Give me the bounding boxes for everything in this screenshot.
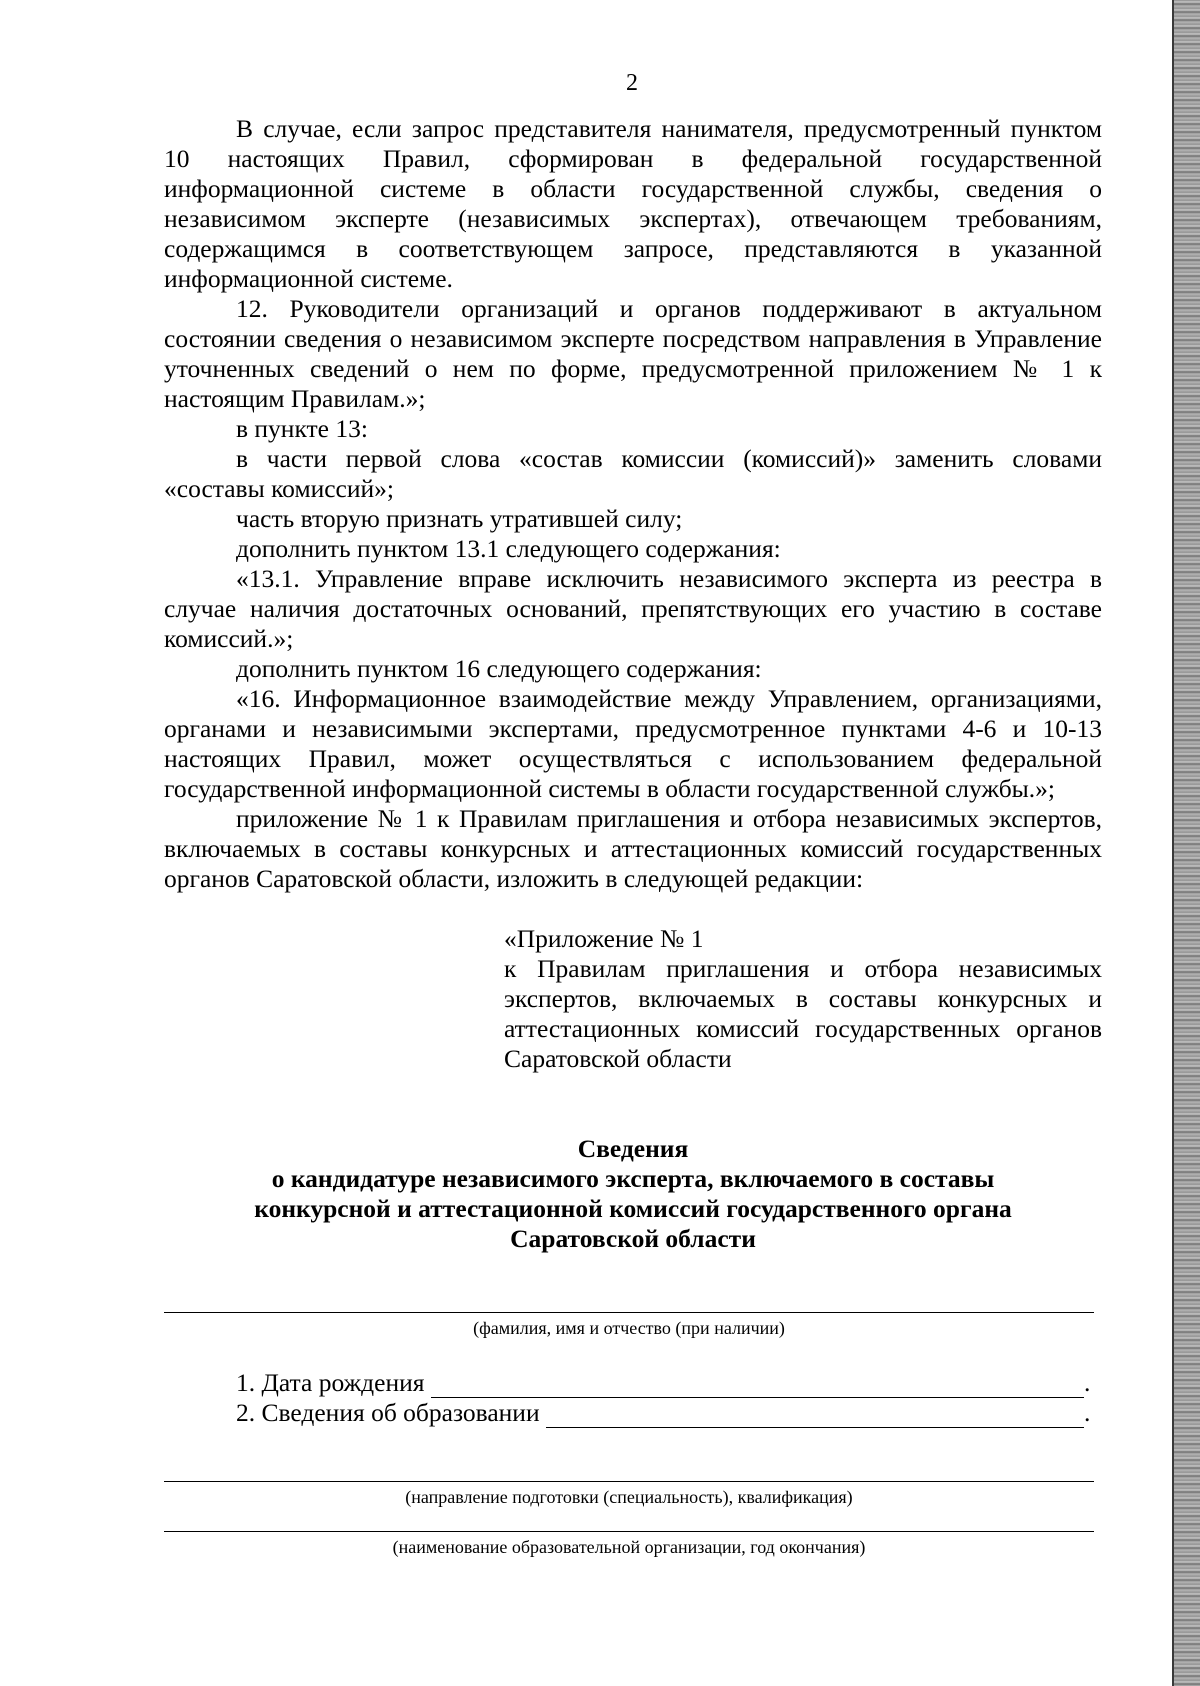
page-number: 2	[626, 70, 638, 96]
field-education-label: 2. Сведения об образовании	[236, 1398, 540, 1427]
field-education-end: .	[1084, 1398, 1091, 1427]
field-birth-date	[236, 1368, 1094, 1398]
name-rule	[164, 1312, 1094, 1313]
specialty-rule	[164, 1481, 1094, 1482]
paragraph-item-13-1: «13.1. Управление вправе исключить независимого эксперта из реестра в случае наличия достаточных оснований, препятствующих его участию в составе комиссий.»;	[164, 564, 1102, 653]
heading-line-3: конкурсной и аттестационной комиссий государственного органа	[254, 1194, 1012, 1223]
field-birth-date-blank	[431, 1375, 1085, 1398]
paragraph-part-two: часть вторую признать утратившей силу;	[236, 504, 683, 533]
field-education-blank	[546, 1405, 1084, 1428]
paragraph-add-13-1: дополнить пунктом 13.1 следующего содержания:	[236, 534, 781, 563]
paragraph-in-item-13: в пункте 13:	[236, 414, 368, 443]
paragraph-query-representative: В случае, если запрос представителя нанимателя, предусмотренный пунктом 10 настоящих Правил, сформирован в федеральной государственной информационной системе в области государственной службы, сведения о независимом эксперте (независимых экспертах), отвечающем требованиям, содержащимся в соответствующем запросе, представляются в указанной информационной системе.	[164, 114, 1102, 293]
caption-specialty: (направление подготовки (специальность), квалификация)	[405, 1487, 853, 1507]
appendix-body: к Правилам приглашения и отбора независимых экспертов, включаемых в составы конкурсных и аттестационных комиссий государственных органов Саратовской области	[504, 954, 1102, 1073]
paragraph-part-one: в части первой слова «состав комиссии (комиссий)» заменить словами «составы комиссий»;	[164, 444, 1102, 503]
field-education	[236, 1398, 1094, 1428]
paragraph-add-16: дополнить пунктом 16 следующего содержания:	[236, 654, 762, 683]
paragraph-appendix-1: приложение № 1 к Правилам приглашения и отбора независимых экспертов, включаемых в составы конкурсных и аттестационных комиссий государственных органов Саратовской области, изложить в следующей редакции:	[164, 804, 1102, 893]
form-heading	[164, 1134, 1102, 1254]
field-birth-date-label: 1. Дата рождения	[236, 1368, 425, 1397]
paragraph-item-16: «16. Информационное взаимодействие между Управлением, организациями, органами и независимыми экспертами, предусмотренное пунктами 4-6 и 10-13 настоящих Правил, может осуществляться с использованием федеральной государственной информационной системы в области государственной службы.»;	[164, 684, 1102, 803]
field-birth-date-end: .	[1084, 1368, 1091, 1397]
appendix-title: «Приложение № 1	[504, 924, 704, 953]
appendix-block	[504, 924, 1102, 1074]
paragraph-item-12: 12. Руководители организаций и органов поддерживают в актуальном состоянии сведения о независимом эксперте посредством направления в Управление уточненных сведений о нем по форме, предусмотренной приложением № 1 к настоящим Правилам.»;	[164, 294, 1102, 413]
caption-institution: (наименование образовательной организации, год окончания)	[392, 1537, 866, 1557]
scan-edge	[1174, 0, 1200, 1686]
caption-name: (фамилия, имя и отчество (при наличии)	[473, 1318, 785, 1338]
institution-rule	[164, 1531, 1094, 1532]
heading-line-4: Саратовской области	[510, 1224, 756, 1253]
heading-title: Сведения	[577, 1134, 689, 1163]
heading-line-2: о кандидатуре независимого эксперта, включаемого в составы	[271, 1164, 995, 1193]
